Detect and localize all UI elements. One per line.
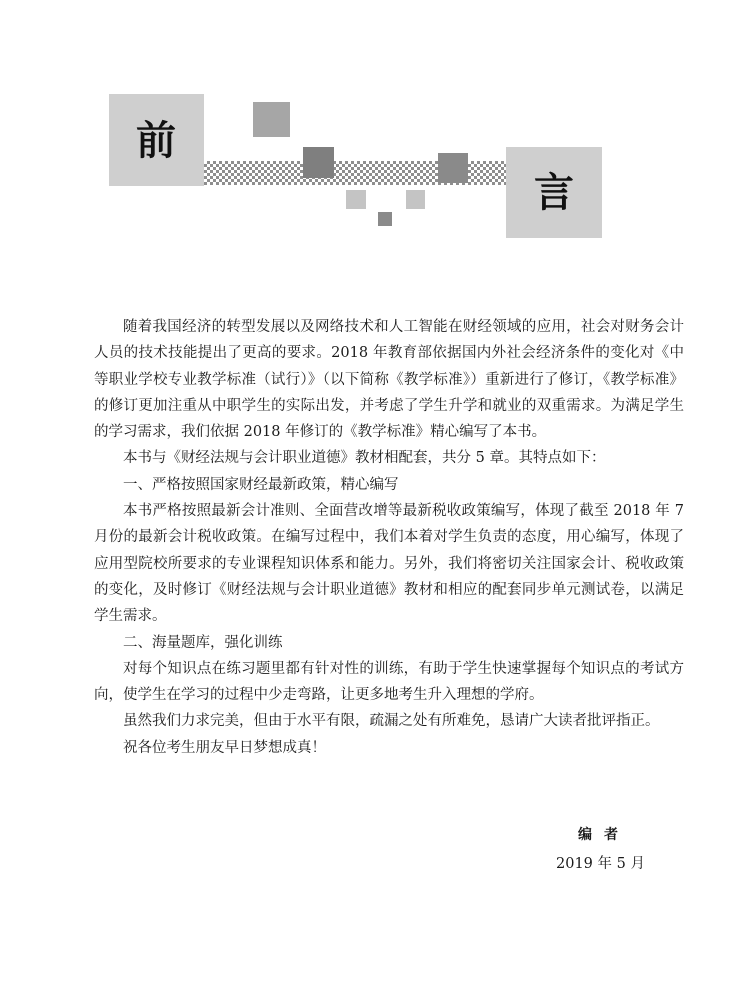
title-char-yan: 言 — [534, 170, 574, 216]
deco-square-low-right — [406, 190, 425, 209]
heading-feature-1: 一、严格按照国家财经最新政策，精心编写 — [123, 476, 399, 493]
title-char-qian: 前 — [136, 118, 176, 164]
paragraph-intro: 随着我国经济的转型发展以及网络技术和人工智能在财经领域的应用，社会对财务会计人员的技术技能提出了更高的要求。2018 年教育部依据国内外社会经济条件的变化对《中等职业学校专业教学标准（试行）》（以下简称《教学标准》）重新进行了修订，《教学标准》的修订更加注重从中职学生的实际出发，并考虑了学生升学和就业的双重需求。为满足学生的学习需求，我们依据 2018 年修订的《教学标准》精心编写了本书。 — [94, 319, 684, 441]
paragraph-features: 本书与《财经法规与会计职业道德》教材相配套，共分 5 章。其特点如下： — [123, 450, 606, 467]
deco-square-center — [303, 147, 334, 178]
preface-body — [94, 314, 684, 761]
signature-date: 2019 年 5 月 — [556, 856, 645, 872]
paragraph-feature-2: 对每个知识点在练习题里都有针对性的训练，有助于学生快速掌握每个知识点的考试方向，使学生在学习的过程中少走弯路，让更多地考生升入理想的学府。 — [94, 660, 684, 704]
deco-square-bottom — [378, 212, 392, 226]
paragraph-feature-1: 本书严格按照最新会计准则、全面营改增等最新税收政策编写，体现了截至 2018 年 7 月份的最新会计税收政策。在编写过程中，我们本着对学生负责的态度，用心编写，体现了应用型院校所要求的专业课程知识体系和能力。另外，我们将密切关注国家会计、税收政策的变化，及时修订《财经法规与会计职业道德》教材和相应的配套同步单元测试卷，以满足学生需求。 — [94, 503, 684, 625]
signature-author: 编者 — [578, 827, 630, 843]
deco-square-right — [438, 153, 468, 183]
deco-square-low-left — [346, 190, 366, 209]
heading-feature-2: 二、海量题库，强化训练 — [123, 634, 283, 651]
paragraph-wishes: 祝各位考生朋友早日梦想成真！ — [123, 739, 326, 756]
deco-square-top — [253, 102, 290, 137]
paragraph-apology: 虽然我们力求完美，但由于水平有限，疏漏之处有所难免，恳请广大读者批评指正。 — [123, 713, 660, 730]
